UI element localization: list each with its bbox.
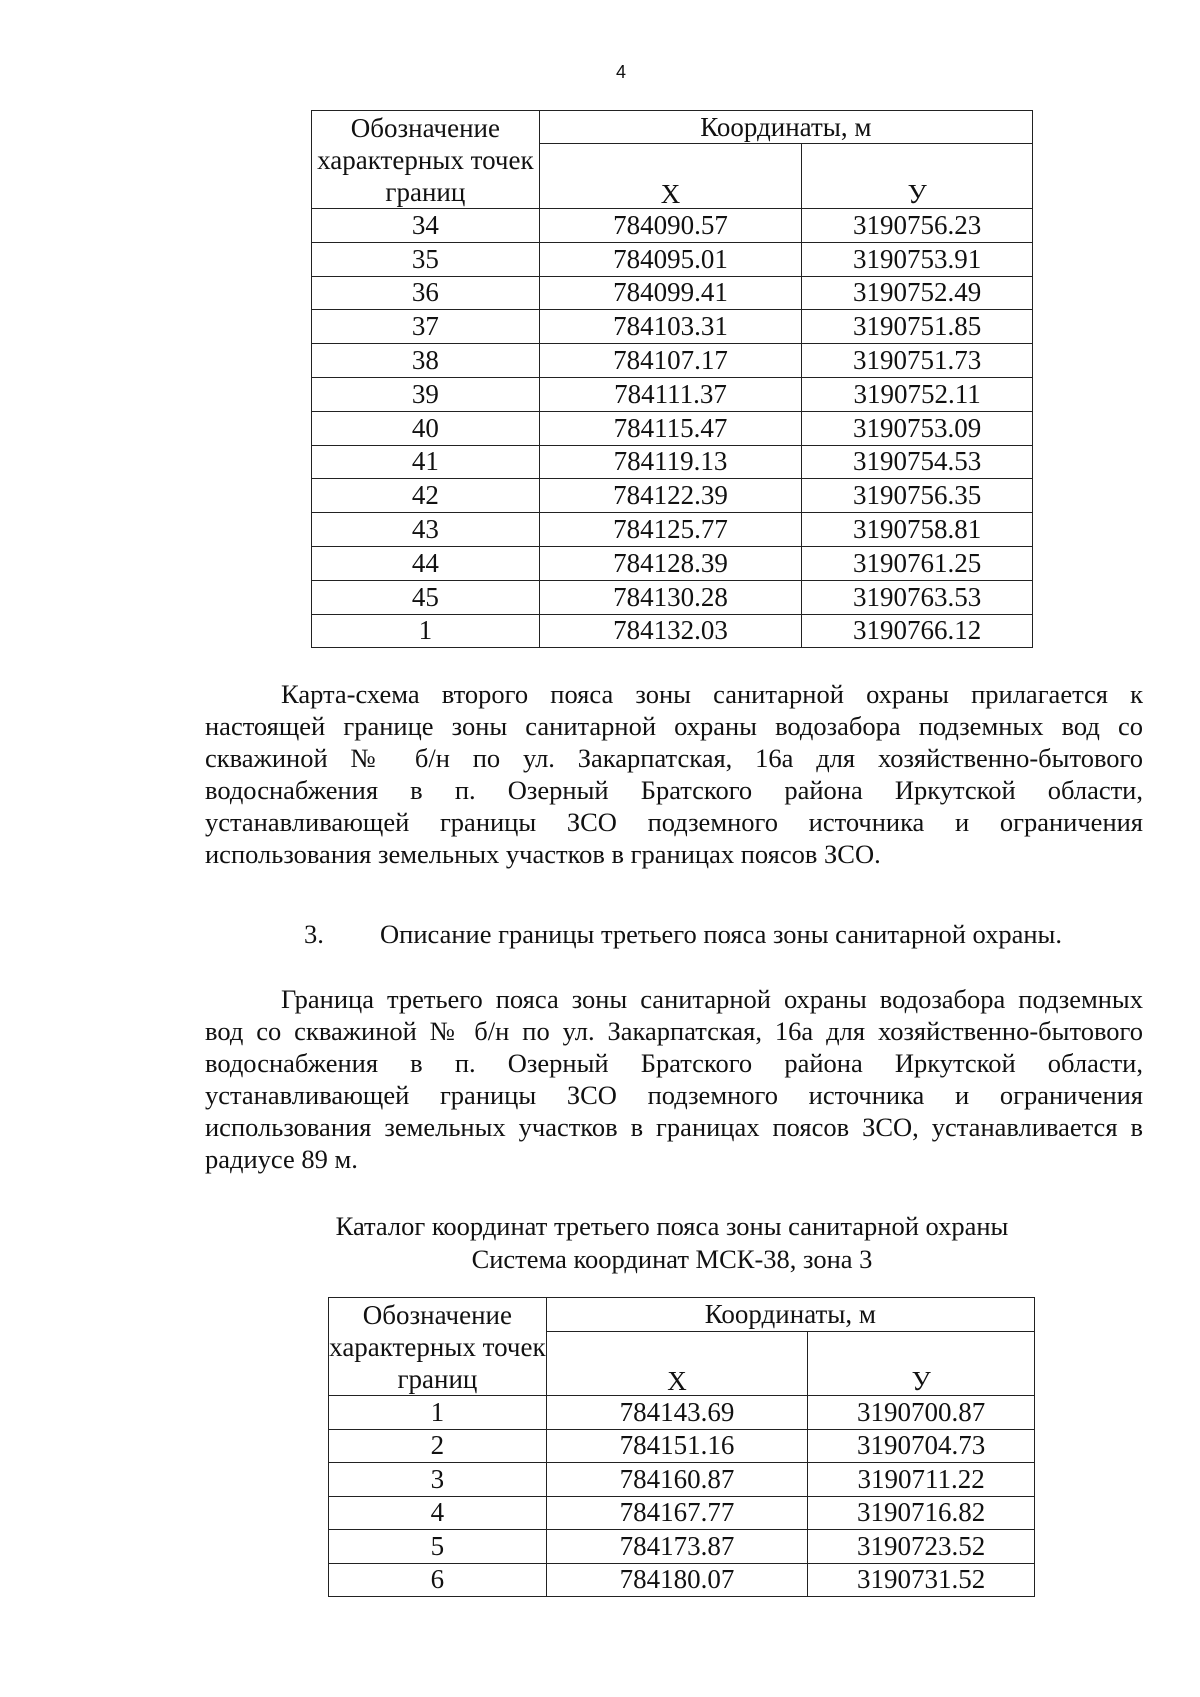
x-cell: 784151.16 (546, 1429, 808, 1463)
table-row (312, 479, 1033, 513)
point-cell: 4 (329, 1496, 547, 1530)
header-point-label: Обозначение характерных точек границ (329, 1298, 547, 1396)
point-cell: 1 (312, 614, 540, 648)
header-y: У (802, 144, 1033, 209)
header-coordinates: Координаты, м (539, 111, 1032, 144)
table-row (312, 276, 1033, 310)
x-cell: 784125.77 (539, 513, 802, 547)
table-row (312, 513, 1033, 547)
y-cell: 3190731.52 (808, 1563, 1035, 1597)
table-row (329, 1496, 1035, 1530)
point-cell: 5 (329, 1530, 547, 1564)
point-cell: 38 (312, 344, 540, 378)
point-cell: 44 (312, 546, 540, 580)
point-cell: 1 (329, 1396, 547, 1430)
y-cell: 3190754.53 (802, 445, 1033, 479)
point-cell: 34 (312, 209, 540, 243)
y-cell: 3190763.53 (802, 580, 1033, 614)
x-cell: 784111.37 (539, 377, 802, 411)
y-cell: 3190752.49 (802, 276, 1033, 310)
coordinates-table-second-zone (311, 110, 1033, 648)
x-cell: 784173.87 (546, 1530, 808, 1564)
y-cell: 3190716.82 (808, 1496, 1035, 1530)
x-cell: 784167.77 (546, 1496, 808, 1530)
y-cell: 3190756.23 (802, 209, 1033, 243)
y-cell: 3190751.85 (802, 310, 1033, 344)
point-cell: 42 (312, 479, 540, 513)
table-row (329, 1530, 1035, 1564)
catalog-title-line2: Система координат МСК-38, зона 3 (471, 1244, 873, 1274)
paragraph-third-zone-boundary: Граница третьего пояса зоны санитарной охраны водозабора подземных вод со скважиной № б/н по ул. Закарпатская, 16а для хозяйственно-бытового водоснабжения в п. Озерный Братского района Иркутской области, устанавливающей границы ЗСО подземного источника и ограничения использования земельных участков в границах поясов ЗСО, устанавливается в радиусе 89 м. (205, 984, 1143, 1174)
y-cell: 3190711.22 (808, 1463, 1035, 1497)
x-cell: 784128.39 (539, 546, 802, 580)
x-cell: 784130.28 (539, 580, 802, 614)
table-row (312, 377, 1033, 411)
table-row (329, 1563, 1035, 1597)
table-row (329, 1396, 1035, 1430)
x-cell: 784160.87 (546, 1463, 808, 1497)
x-cell: 784180.07 (546, 1563, 808, 1597)
point-cell: 43 (312, 513, 540, 547)
x-cell: 784103.31 (539, 310, 802, 344)
table-row (312, 209, 1033, 243)
section-number: 3. (304, 919, 324, 949)
x-cell: 784119.13 (539, 445, 802, 479)
x-cell: 784132.03 (539, 614, 802, 648)
catalog-title (0, 1210, 1200, 1276)
point-cell: 35 (312, 242, 540, 276)
x-cell: 784115.47 (539, 411, 802, 445)
y-cell: 3190723.52 (808, 1530, 1035, 1564)
header-x: X (546, 1332, 808, 1396)
point-cell: 6 (329, 1563, 547, 1597)
y-cell: 3190766.12 (802, 614, 1033, 648)
y-cell: 3190758.81 (802, 513, 1033, 547)
page-number: 4 (615, 62, 626, 82)
table-row (312, 310, 1033, 344)
coordinates-table-third-zone (328, 1297, 1035, 1597)
x-cell: 784099.41 (539, 276, 802, 310)
point-cell: 39 (312, 377, 540, 411)
point-cell: 41 (312, 445, 540, 479)
x-cell: 784143.69 (546, 1396, 808, 1430)
y-cell: 3190752.11 (802, 377, 1033, 411)
x-cell: 784107.17 (539, 344, 802, 378)
point-cell: 3 (329, 1463, 547, 1497)
header-coordinates: Координаты, м (546, 1298, 1034, 1332)
table-row (312, 242, 1033, 276)
table-row (312, 614, 1033, 648)
section-title: Описание границы третьего пояса зоны санитарной охраны. (380, 919, 1062, 949)
y-cell: 3190751.73 (802, 344, 1033, 378)
y-cell: 3190761.25 (802, 546, 1033, 580)
paragraph-zone-map-note: Карта-схема второго пояса зоны санитарной охраны прилагается к настоящей границе зоны санитарной охраны водозабора подземных вод со скважиной № б/н по ул. Закарпатская, 16а для хозяйственно-бытового водоснабжения в п. Озерный Братского района Иркутской области, устанавливающей границы ЗСО подземного источника и ограничения использования земельных участков в границах поясов ЗСО. (205, 679, 1143, 869)
point-cell: 2 (329, 1429, 547, 1463)
y-cell: 3190753.91 (802, 242, 1033, 276)
point-cell: 45 (312, 580, 540, 614)
x-cell: 784122.39 (539, 479, 802, 513)
table-row (312, 546, 1033, 580)
table-row (312, 411, 1033, 445)
table-row (312, 445, 1033, 479)
catalog-title-line1: Каталог координат третьего пояса зоны санитарной охраны (335, 1211, 1009, 1241)
y-cell: 3190753.09 (802, 411, 1033, 445)
y-cell: 3190704.73 (808, 1429, 1035, 1463)
table-row (312, 580, 1033, 614)
x-cell: 784090.57 (539, 209, 802, 243)
point-cell: 36 (312, 276, 540, 310)
y-cell: 3190700.87 (808, 1396, 1035, 1430)
header-x: X (539, 144, 802, 209)
y-cell: 3190756.35 (802, 479, 1033, 513)
point-cell: 37 (312, 310, 540, 344)
table-row (329, 1463, 1035, 1497)
header-y: У (808, 1332, 1035, 1396)
table-row (329, 1429, 1035, 1463)
x-cell: 784095.01 (539, 242, 802, 276)
table-row (312, 344, 1033, 378)
point-cell: 40 (312, 411, 540, 445)
header-point-label: Обозначение характерных точек границ (312, 111, 540, 209)
